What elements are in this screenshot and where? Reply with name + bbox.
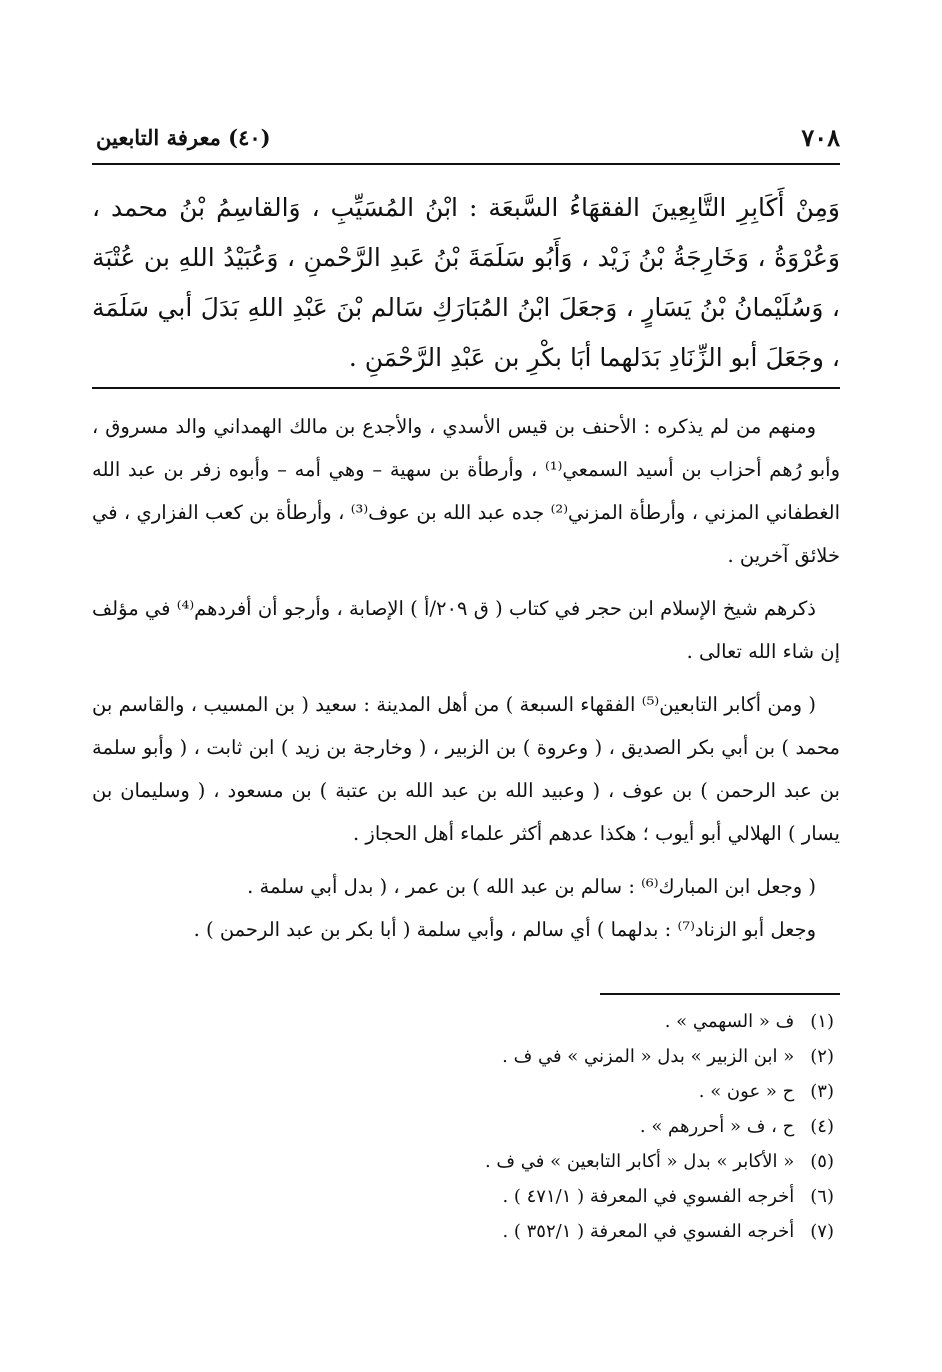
main-text-block <box>92 183 840 383</box>
footnote-number: (٢) <box>810 1046 834 1067</box>
main-text: وَمِنْ أَكَابِرِ التَّابِعِينَ الفقهَاءُ السَّبعَة : ابْنُ المُسَيِّبِ ، وَالقاسِمُ بْنُ محمد ، وَعُرْوَةُ ، وَخَارِجَةُ بْنُ زَيْد ، وَأَبُو سَلَمَةَ بْنُ عَبدِ الرَّحْمنِ ، وَعُبَيْدُ اللهِ بن عُتْبَة ، وَسُلَيْمانُ بْنُ يَسَارٍ ، وَجعَلَ ابْنُ المُبَارَكِ سَالم بْنَ عَبْدِ اللهِ بَدَلَ أبي سَلَمَة ، وجَعَلَ أبو الزِّنَادِ بَدَلهما أبَا بكْرِ بن عَبْدِ الرَّحْمَنِ . <box>92 193 840 372</box>
page-number: ٧٠٨ <box>801 123 840 152</box>
footnote-number: (٤) <box>810 1116 834 1137</box>
footnote <box>92 1144 840 1179</box>
footnote <box>92 1179 840 1214</box>
footnote-text: « الأكابر » بدل « أكابر التابعين » في ف . <box>484 1151 795 1172</box>
section-divider <box>92 387 840 389</box>
footnote-number: (٥) <box>810 1151 834 1172</box>
footnote-text: أخرجه الفسوي في المعرفة ( ٣٥٢/١ ) . <box>502 1221 795 1242</box>
footnote-divider <box>600 993 840 995</box>
footnote-number: (٧) <box>810 1221 834 1242</box>
footnote-text: ف « السهمي » . <box>664 1011 795 1032</box>
footnote <box>92 1214 840 1249</box>
footnotes <box>92 1004 840 1249</box>
footnote <box>92 1039 840 1074</box>
running-title: (٤٠) معرفة التابعين <box>96 125 271 150</box>
footnote-text: « ابن الزبير » بدل « المزني » في ف . <box>502 1046 795 1067</box>
footnote-text: ح ، ف « أحررهم » . <box>639 1116 795 1137</box>
page-header <box>92 123 840 165</box>
commentary-paragraph: ( ومن أكابر التابعين⁽⁵⁾ الفقهاء السبعة ) من أهل المدينة : سعيد ( بن المسيب ، والقاسم بن محمد ) بن أبي بكر الصديق ، ( وعروة ) بن الزبير ، ( وخارجة بن زيد ) ابن ثابت ، ( وأبو سلمة بن عبد الرحمن ) بن عوف ، ( وعبيد الله بن عبد الله بن عتبة ) بن مسعود ، ( وسليمان بن يسار ) الهلالي أبو أيوب ؛ هكذا عدهم أكثر علماء أهل الحجاز . <box>92 693 840 845</box>
commentary-paragraph: وجعل أبو الزناد⁽⁷⁾ : بدلهما ) أي سالم ، وأبي سلمة ( أبا بكر بن عبد الرحمن ) . <box>193 918 816 941</box>
footnote <box>92 1074 840 1109</box>
footnote <box>92 1004 840 1039</box>
footnote-number: (٦) <box>810 1186 834 1207</box>
footnote-number: (١) <box>810 1011 834 1032</box>
footnote-number: (٣) <box>810 1081 834 1102</box>
commentary-paragraph: ( وجعل ابن المبارك⁽⁶⁾ : سالم بن عبد الله ) بن عمر ، ( بدل أبي سلمة . <box>247 875 816 898</box>
commentary-paragraph: ومنهم من لم يذكره : الأحنف بن قيس الأسدي ، والأجدع بن مالك الهمداني والد مسروق ، وأبو رُهم أحزاب بن أسيد السمعي⁽¹⁾ ، وأرطأة بن سهية – وهي أمه – وأبوه زفر بن عبد الله الغطفاني المزني ، وأرطأة المزني⁽²⁾ جده عبد الله بن عوف⁽³⁾ ، وأرطأة بن كعب الفزاري ، في خلائق آخرين . <box>92 415 840 567</box>
commentary-block <box>92 405 840 951</box>
footnote-text: أخرجه الفسوي في المعرفة ( ٤٧١/١ ) . <box>502 1186 795 1207</box>
footnote-text: ح « عون » . <box>698 1081 795 1102</box>
footnote <box>92 1109 840 1144</box>
commentary-paragraph: ذكرهم شيخ الإسلام ابن حجر في كتاب ( ق ٢٠٩/أ ) الإصابة ، وأرجو أن أفردهم⁽⁴⁾ في مؤلف إن شاء الله تعالى . <box>92 597 840 663</box>
